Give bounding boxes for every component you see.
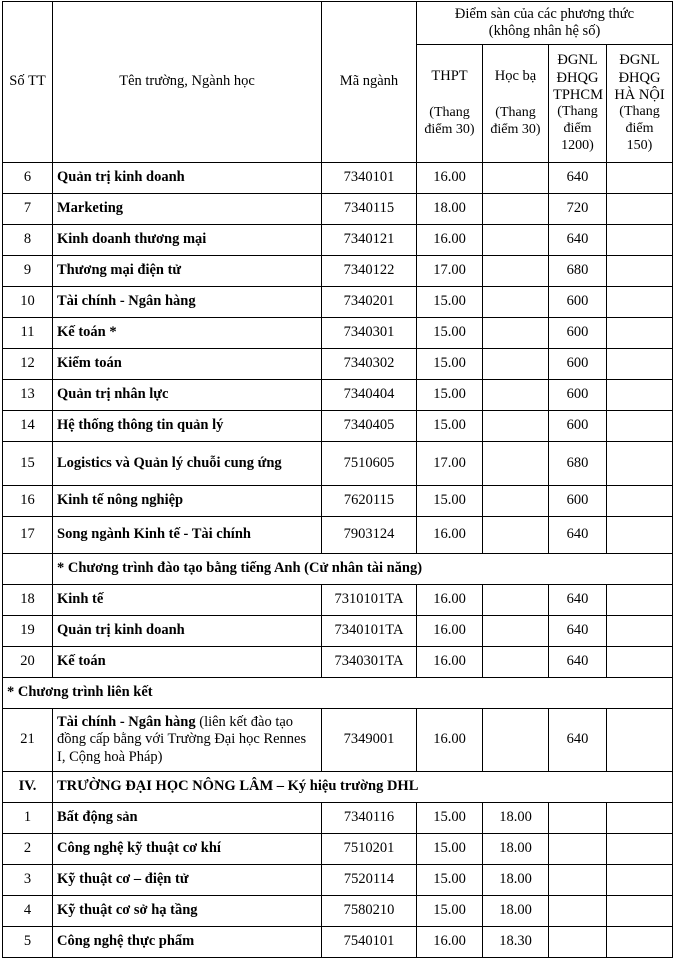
cell-name: Kinh tế <box>53 585 322 616</box>
cell-hn <box>607 442 673 486</box>
cell-code: 7340302 <box>322 349 417 380</box>
cell-stt: 1 <box>3 803 53 834</box>
cell-hn <box>607 803 673 834</box>
cell-stt: 3 <box>3 865 53 896</box>
table-row <box>3 486 673 517</box>
cell-thpt: 18.00 <box>417 194 483 225</box>
cell-hn <box>607 349 673 380</box>
cell-name: Quản trị nhân lực <box>53 380 322 411</box>
cell-hocba <box>483 380 549 411</box>
cell-stt: 2 <box>3 834 53 865</box>
cell-thpt: 17.00 <box>417 442 483 486</box>
table-row <box>3 380 673 411</box>
cell-hocba: 18.00 <box>483 834 549 865</box>
cell-hocba <box>483 194 549 225</box>
cell-hcm: 600 <box>549 380 607 411</box>
cell-hcm: 640 <box>549 616 607 647</box>
cell-hcm: 720 <box>549 194 607 225</box>
table-row <box>3 349 673 380</box>
band-link-label: * Chương trình liên kết <box>3 678 673 709</box>
cell-name: Kinh tế nông nghiệp <box>53 486 322 517</box>
cell-hn <box>607 486 673 517</box>
cell-code: 7340115 <box>322 194 417 225</box>
cell-hcm: 600 <box>549 318 607 349</box>
band-link-row <box>3 678 673 709</box>
cell-hn <box>607 927 673 958</box>
cell-code: 7349001 <box>322 709 417 772</box>
cell-hcm: 680 <box>549 256 607 287</box>
cell-hcm <box>549 834 607 865</box>
cell-code: 7620115 <box>322 486 417 517</box>
cell-code: 7340405 <box>322 411 417 442</box>
cell-stt: 13 <box>3 380 53 411</box>
cell-stt: 15 <box>3 442 53 486</box>
cell-stt: 12 <box>3 349 53 380</box>
table-row <box>3 318 673 349</box>
cell-name: Hệ thống thông tin quản lý <box>53 411 322 442</box>
cell-code: 7520114 <box>322 865 417 896</box>
section-iv-title: TRƯỜNG ĐẠI HỌC NÔNG LÂM – Ký hiệu trường DHL <box>53 772 673 803</box>
cell-hocba <box>483 486 549 517</box>
cell-name-bold: Tài chính - Ngân hàng <box>57 713 196 730</box>
rows-english <box>3 585 673 678</box>
cell-thpt: 15.00 <box>417 865 483 896</box>
cell-hcm: 640 <box>549 163 607 194</box>
cell-hn <box>607 709 673 772</box>
cell-hn <box>607 163 673 194</box>
table-row <box>3 585 673 616</box>
cell-thpt: 16.00 <box>417 517 483 554</box>
cell-hn <box>607 411 673 442</box>
cell-hcm: 680 <box>549 442 607 486</box>
cell-thpt: 15.00 <box>417 803 483 834</box>
cell-stt: 21 <box>3 709 53 772</box>
table-row <box>3 927 673 958</box>
rows-economics <box>3 163 673 554</box>
cell-name: Kỹ thuật cơ – điện tử <box>53 865 322 896</box>
cell-name: Kế toán <box>53 647 322 678</box>
header-code: Mã ngành <box>322 2 417 163</box>
cell-hocba <box>483 442 549 486</box>
cell-name: Quản trị kinh doanh <box>53 163 322 194</box>
cell-stt: 18 <box>3 585 53 616</box>
cell-hocba <box>483 256 549 287</box>
cell-hn <box>607 380 673 411</box>
cell-name: Marketing <box>53 194 322 225</box>
table-row <box>3 442 673 486</box>
cell-hocba <box>483 287 549 318</box>
cell-name: Kế toán * <box>53 318 322 349</box>
cell-stt: 4 <box>3 896 53 927</box>
table-row <box>3 896 673 927</box>
cell-code: 7340101TA <box>322 616 417 647</box>
cell-name: Công nghệ kỹ thuật cơ khí <box>53 834 322 865</box>
header-score-group <box>417 2 673 45</box>
cell-thpt: 16.00 <box>417 709 483 772</box>
cell-hcm <box>549 865 607 896</box>
cell-hocba <box>483 349 549 380</box>
cell-hn <box>607 865 673 896</box>
cell-thpt: 15.00 <box>417 486 483 517</box>
cell-name: Thương mại điện tử <box>53 256 322 287</box>
cell-thpt: 15.00 <box>417 380 483 411</box>
header-group-line1: Điểm sàn của các phương thức <box>454 5 635 22</box>
cell-hn <box>607 256 673 287</box>
band-english-section <box>3 554 673 585</box>
cell-code: 7310101TA <box>322 585 417 616</box>
cell-code: 7510605 <box>322 442 417 486</box>
cell-hocba: 18.00 <box>483 865 549 896</box>
cell-code: 7340121 <box>322 225 417 256</box>
cell-code: 7340301TA <box>322 647 417 678</box>
cell-code: 7580210 <box>322 896 417 927</box>
header-stt: Số TT <box>3 2 53 163</box>
cell-thpt: 16.00 <box>417 616 483 647</box>
cell-hcm <box>549 803 607 834</box>
cell-thpt: 15.00 <box>417 834 483 865</box>
header-col-hcm: ĐGNL ĐHQG TPHCM (Thang điểm 1200) <box>549 45 607 163</box>
cell-name: Logistics và Quản lý chuỗi cung ứng <box>53 442 322 486</box>
cell-hocba <box>483 585 549 616</box>
cell-hn <box>607 318 673 349</box>
cell-hn <box>607 194 673 225</box>
cell-hocba <box>483 616 549 647</box>
cell-hocba: 18.00 <box>483 896 549 927</box>
table-row <box>3 647 673 678</box>
cell-hocba <box>483 318 549 349</box>
cell-hn <box>607 585 673 616</box>
cell-stt: 5 <box>3 927 53 958</box>
cell-name: Kiểm toán <box>53 349 322 380</box>
cell-hcm: 600 <box>549 486 607 517</box>
cell-code: 7340101 <box>322 163 417 194</box>
cell-name: Kinh doanh thương mại <box>53 225 322 256</box>
cell-hn <box>607 616 673 647</box>
cell-thpt: 15.00 <box>417 896 483 927</box>
band-link-section <box>3 678 673 803</box>
cell-code: 7540101 <box>322 927 417 958</box>
header-col-hocba: Học bạ (Thang điểm 30) <box>483 45 549 163</box>
cell-name: Tài chính - Ngân hàng <box>53 287 322 318</box>
table-row <box>3 163 673 194</box>
cell-hn <box>607 647 673 678</box>
cell-hn <box>607 896 673 927</box>
cell-hocba <box>483 411 549 442</box>
header-name: Tên trường, Ngành học <box>53 2 322 163</box>
cell-hcm <box>549 927 607 958</box>
cell-code: 7340404 <box>322 380 417 411</box>
cell-thpt: 15.00 <box>417 349 483 380</box>
cell-hcm: 600 <box>549 287 607 318</box>
cell-code: 7340122 <box>322 256 417 287</box>
cell-thpt: 16.00 <box>417 225 483 256</box>
cell-stt: 11 <box>3 318 53 349</box>
cell-code: 7340201 <box>322 287 417 318</box>
cell-thpt: 16.00 <box>417 585 483 616</box>
table-row <box>3 194 673 225</box>
cell-hocba <box>483 647 549 678</box>
cell-stt: 16 <box>3 486 53 517</box>
table-row <box>3 225 673 256</box>
cell-hcm: 600 <box>549 349 607 380</box>
cell-hocba <box>483 163 549 194</box>
cell-thpt: 15.00 <box>417 411 483 442</box>
cell-stt: 6 <box>3 163 53 194</box>
table-row <box>3 709 673 772</box>
cell-stt: 14 <box>3 411 53 442</box>
table-row <box>3 517 673 554</box>
table-row <box>3 616 673 647</box>
cell-stt: 10 <box>3 287 53 318</box>
table-row <box>3 411 673 442</box>
cell-stt: 9 <box>3 256 53 287</box>
cell-thpt: 15.00 <box>417 318 483 349</box>
cell-thpt: 16.00 <box>417 647 483 678</box>
section-iv-number: IV. <box>3 772 53 803</box>
cell-hocba <box>483 225 549 256</box>
cell-thpt: 15.00 <box>417 287 483 318</box>
header-group-line2: (không nhân hệ số) <box>488 23 601 39</box>
cell-name: Song ngành Kinh tế - Tài chính <box>53 517 322 554</box>
cell-hcm: 640 <box>549 225 607 256</box>
cell-code: 7510201 <box>322 834 417 865</box>
cell-stt: 19 <box>3 616 53 647</box>
table-row <box>3 834 673 865</box>
cell-hn <box>607 517 673 554</box>
cell-hn <box>607 287 673 318</box>
band-english-row <box>3 554 673 585</box>
header-col-thpt: THPT (Thang điểm 30) <box>417 45 483 163</box>
cell-thpt: 16.00 <box>417 163 483 194</box>
cell-hcm: 640 <box>549 585 607 616</box>
header-col-hn: ĐGNL ĐHQG HÀ NỘI (Thang điểm 150) <box>607 45 673 163</box>
cell-code: 7903124 <box>322 517 417 554</box>
admission-score-table <box>2 1 673 958</box>
cell-stt: 17 <box>3 517 53 554</box>
cell-name <box>53 709 322 772</box>
cell-stt: 8 <box>3 225 53 256</box>
cell-code: 7340301 <box>322 318 417 349</box>
cell-name: Công nghệ thực phẩm <box>53 927 322 958</box>
header-row-1 <box>3 2 673 45</box>
cell-code: 7340116 <box>322 803 417 834</box>
cell-hocba <box>483 517 549 554</box>
cell-hocba <box>483 709 549 772</box>
table-row <box>3 287 673 318</box>
table-row <box>3 865 673 896</box>
cell-hn <box>607 225 673 256</box>
table-row <box>3 256 673 287</box>
cell-hn <box>607 834 673 865</box>
cell-thpt: 16.00 <box>417 927 483 958</box>
cell-name: Bất động sản <box>53 803 322 834</box>
cell-name: Kỹ thuật cơ sở hạ tầng <box>53 896 322 927</box>
cell-hocba: 18.00 <box>483 803 549 834</box>
band-english-label: * Chương trình đào tạo bằng tiếng Anh (Cử nhân tài năng) <box>53 554 673 585</box>
cell-hcm <box>549 896 607 927</box>
cell-name: Quản trị kinh doanh <box>53 616 322 647</box>
cell-hcm: 640 <box>549 517 607 554</box>
table-row <box>3 803 673 834</box>
cell-hcm: 640 <box>549 647 607 678</box>
cell-hcm: 600 <box>549 411 607 442</box>
cell-hcm: 640 <box>549 709 607 772</box>
cell-hocba: 18.30 <box>483 927 549 958</box>
cell-thpt: 17.00 <box>417 256 483 287</box>
cell-stt: 20 <box>3 647 53 678</box>
rows-agriculture <box>3 803 673 958</box>
cell-stt: 7 <box>3 194 53 225</box>
cell-name-rest: (liên kết đào tạo đồng cấp bằng với Trường Đại học Rennes I, Cộng hoà Pháp) <box>57 713 307 765</box>
section-iv-row <box>3 772 673 803</box>
